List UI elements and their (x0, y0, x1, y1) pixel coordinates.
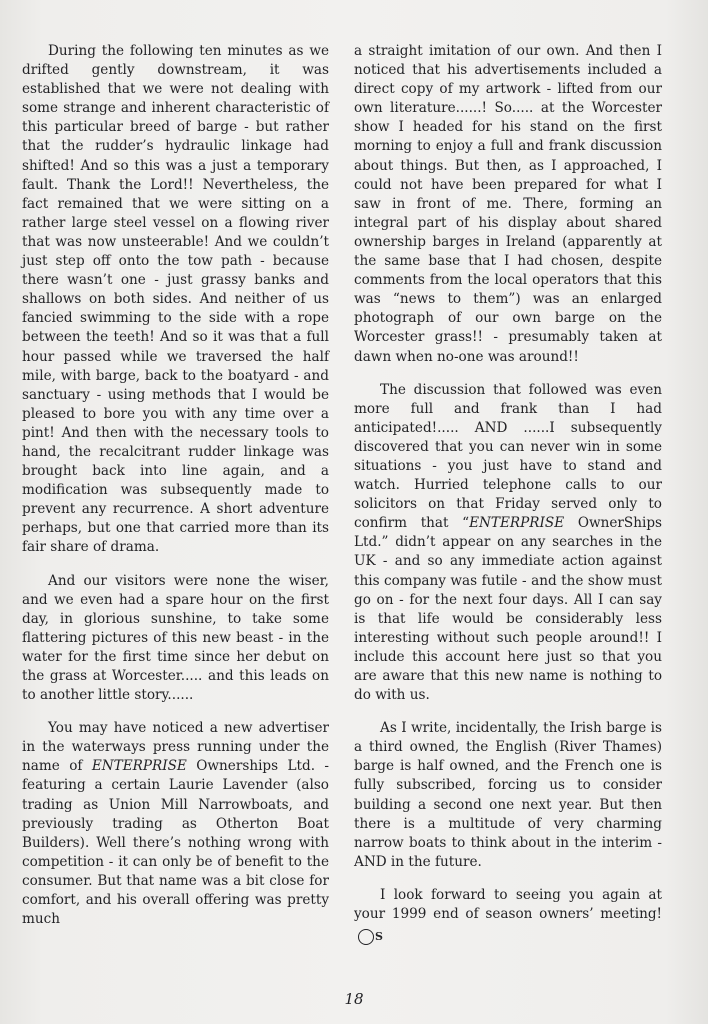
enterprise-name-italic: ENTERPRISE (469, 515, 565, 532)
paragraph-discussion-text-b: OwnerShips Ltd.” didn’t appear on any searches in the UK - and so any immediate action against this company was futile - and the show must go on - for the next four days. All I can say is that life would be considerably less interesting without such people around!! I include this account here just so that you are aware that this new name is nothing to do with us. (354, 515, 662, 704)
paragraph-discussion (354, 381, 662, 706)
paragraph-visitors: And our visitors were none the wiser, and we even had a spare hour on the first day, in glorious sunshine, to take some flattering pictures of this new beast - in the water for the first time since her debut on the grass at Worcester..... and this leads on to another little story...... (22, 572, 329, 704)
paragraph-discussion-text-a: The discussion that followed was even more full and frank than I had anticipated!..... AND ......I subsequently discovered that you can never win in some situations - you just have to stand and watch. Hurried telephone calls to our solicitors on that Friday served only to confirm that “ (354, 381, 662, 532)
paragraph-barge-ownership: As I write, incidentally, the Irish barge is a third owned, the English (River Thames) barge is half owned, and the French one is fully subscribed, forcing us to consider building a second one next year. But then there is a multitude of very charming narrow boats to think about in the interim - AND in the future. (354, 720, 662, 870)
paragraph-worcester-show: a straight imitation of our own. And then I noticed that his advertisements included a direct copy of my artwork - lifted from our own literature......! So..... at the Worcester show I headed for his stand on the first morning to enjoy a full and frank discussion about things. But then, as I approached, I could not have been prepared for what I saw in front of me. There, forming an integral part of his display about shared ownership barges in Ireland (apparently at the same base that I had chosen, despite comments from the local operators that this was “news to them”) was an enlarged photograph of our own barge on the Worcester grass!! - presumably taken at dawn when no-one was around!! (354, 43, 662, 365)
paragraph-new-advertiser-text-a: You may have noticed a new advertiser in the waterways press running under the name of (22, 720, 329, 775)
right-column (354, 42, 662, 959)
left-column (22, 42, 329, 943)
page-number: 18 (344, 990, 364, 1008)
paragraph-closing (354, 886, 662, 945)
paragraph-new-advertiser-text-b: Ownerships Ltd. - featuring a certain Laurie Lavender (also trading as Union Mill Narrowboats, and previously trading as Otherton Boat Builders). Well there’s nothing wrong with competition - it can only be of benefit to the consumer. But that name was a bit close for comfort, and his overall offering was pretty much (22, 758, 330, 928)
paragraph-new-advertiser (22, 719, 329, 929)
closing-text: I look forward to seeing you again at your 1999 end of season owners’ meeting! (354, 886, 662, 923)
company-logo-icon: S (358, 929, 374, 945)
paragraph-rudder-incident: During the following ten minutes as we drifted gently downstream, it was established that we were not dealing with some strange and inherent characteristic of this particular breed of barge - but rather that the rudder’s hydraulic linkage had shifted! And so this was a just a temporary fault. Thank the Lord!! Nevertheless, the fact remained that we were sitting on a rather large steel vessel on a flowing river that was now unsteerable! And we couldn’t just step off onto the tow path - because there wasn’t one - just grassy banks and shallows on both sides. And neither of us fancied swimming to the side with a rope between the teeth! And so it was that a full hour passed while we traversed the half mile, with barge, back to the boatyard - and sanctuary - using methods that I would be pleased to bore you with any time over a pint! And then with the necessary tools to hand, the recalcitrant rudder linkage was brought back into line again, and a modification was subsequently made to prevent any recurrence. A short adventure perhaps, but one that carried more than its fair share of drama. (22, 43, 329, 556)
enterprise-name-italic: ENTERPRISE (91, 758, 187, 775)
